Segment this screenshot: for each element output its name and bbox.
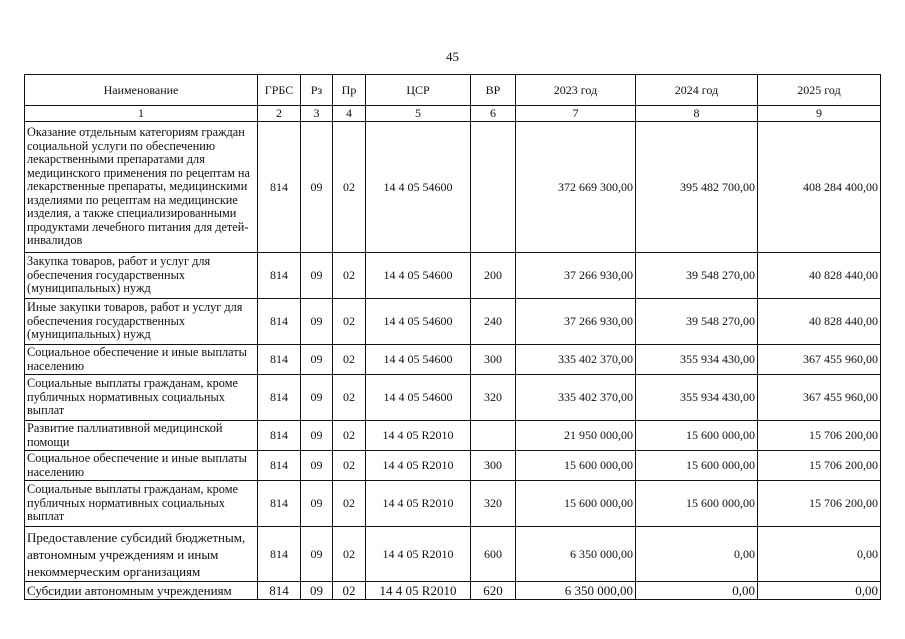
row-2024: 355 934 430,00 <box>636 345 758 375</box>
row-2023: 335 402 370,00 <box>516 345 636 375</box>
row-csr: 14 4 05 R2010 <box>366 582 471 600</box>
row-name: Иные закупки товаров, работ и услуг для обеспечения государственных (муниципальных) нужд <box>25 299 258 345</box>
row-2024: 15 600 000,00 <box>636 421 758 451</box>
row-2024: 355 934 430,00 <box>636 375 758 421</box>
header-2025: 2025 год <box>758 75 881 106</box>
row-2025: 15 706 200,00 <box>758 481 881 527</box>
row-rz: 09 <box>301 582 333 600</box>
row-csr: 14 4 05 54600 <box>366 253 471 299</box>
row-csr: 14 4 05 54600 <box>366 299 471 345</box>
row-pr: 02 <box>333 481 366 527</box>
table-row <box>25 122 881 253</box>
row-pr: 02 <box>333 345 366 375</box>
row-pr: 02 <box>333 122 366 253</box>
row-2024: 15 600 000,00 <box>636 481 758 527</box>
row-csr: 14 4 05 R2010 <box>366 527 471 582</box>
table-row <box>25 375 881 421</box>
row-csr: 14 4 05 54600 <box>366 122 471 253</box>
row-2023: 15 600 000,00 <box>516 481 636 527</box>
header-csr: ЦСР <box>366 75 471 106</box>
row-2025: 408 284 400,00 <box>758 122 881 253</box>
row-name: Закупка товаров, работ и услуг для обеспечения государственных (муниципальных) нужд <box>25 253 258 299</box>
row-vr: 300 <box>471 451 516 481</box>
row-2024: 0,00 <box>636 582 758 600</box>
column-number: 3 <box>301 106 333 122</box>
row-2024: 15 600 000,00 <box>636 451 758 481</box>
budget-table <box>24 74 881 600</box>
row-pr: 02 <box>333 582 366 600</box>
row-rz: 09 <box>301 345 333 375</box>
header-2023: 2023 год <box>516 75 636 106</box>
table-row <box>25 582 881 600</box>
row-grbs: 814 <box>258 527 301 582</box>
row-grbs: 814 <box>258 122 301 253</box>
row-2025: 15 706 200,00 <box>758 421 881 451</box>
row-vr: 240 <box>471 299 516 345</box>
row-2025: 40 828 440,00 <box>758 253 881 299</box>
header-2024: 2024 год <box>636 75 758 106</box>
row-grbs: 814 <box>258 481 301 527</box>
row-rz: 09 <box>301 481 333 527</box>
row-csr: 14 4 05 R2010 <box>366 421 471 451</box>
row-vr <box>471 421 516 451</box>
row-vr: 320 <box>471 481 516 527</box>
row-2023: 37 266 930,00 <box>516 299 636 345</box>
row-2023: 21 950 000,00 <box>516 421 636 451</box>
page-number: 45 <box>446 49 459 64</box>
row-rz: 09 <box>301 122 333 253</box>
row-2025: 0,00 <box>758 582 881 600</box>
header-pr: Пр <box>333 75 366 106</box>
table-row <box>25 299 881 345</box>
table-header-row <box>25 75 881 106</box>
row-2025: 0,00 <box>758 527 881 582</box>
row-vr: 600 <box>471 527 516 582</box>
row-pr: 02 <box>333 299 366 345</box>
header-rz: Рз <box>301 75 333 106</box>
row-grbs: 814 <box>258 253 301 299</box>
table-row <box>25 481 881 527</box>
row-name: Социальные выплаты гражданам, кроме публичных нормативных социальных выплат <box>25 481 258 527</box>
row-name: Оказание отдельным категориям граждан социальной услуги по обеспечению лекарственными препаратами для медицинского применения по рецептам на лекарственные препараты, медицинскими изделиями по рецептам на медицинские изделия, а также специализированными продуктами лечебного питания для детей-инвалидов <box>25 122 258 253</box>
column-number: 8 <box>636 106 758 122</box>
row-pr: 02 <box>333 375 366 421</box>
row-2024: 0,00 <box>636 527 758 582</box>
row-rz: 09 <box>301 299 333 345</box>
row-pr: 02 <box>333 253 366 299</box>
column-number: 1 <box>25 106 258 122</box>
row-rz: 09 <box>301 421 333 451</box>
row-name: Социальные выплаты гражданам, кроме публичных нормативных социальных выплат <box>25 375 258 421</box>
row-2025: 40 828 440,00 <box>758 299 881 345</box>
row-name: Предоставление субсидий бюджетным, автономным учреждениям и иным некоммерческим организациям <box>25 527 258 582</box>
row-grbs: 814 <box>258 582 301 600</box>
column-number: 2 <box>258 106 301 122</box>
row-name: Субсидии автономным учреждениям <box>25 582 258 600</box>
column-number: 9 <box>758 106 881 122</box>
row-2023: 6 350 000,00 <box>516 527 636 582</box>
column-number-row <box>25 106 881 122</box>
row-vr: 300 <box>471 345 516 375</box>
row-grbs: 814 <box>258 421 301 451</box>
column-number: 5 <box>366 106 471 122</box>
row-vr: 200 <box>471 253 516 299</box>
row-grbs: 814 <box>258 299 301 345</box>
row-2024: 395 482 700,00 <box>636 122 758 253</box>
row-name: Развитие паллиативной медицинской помощи <box>25 421 258 451</box>
row-grbs: 814 <box>258 345 301 375</box>
table-row <box>25 527 881 582</box>
header-vr: ВР <box>471 75 516 106</box>
row-grbs: 814 <box>258 451 301 481</box>
table-row <box>25 421 881 451</box>
row-2025: 367 455 960,00 <box>758 345 881 375</box>
row-pr: 02 <box>333 421 366 451</box>
header-grbs: ГРБС <box>258 75 301 106</box>
row-rz: 09 <box>301 375 333 421</box>
row-vr: 620 <box>471 582 516 600</box>
row-pr: 02 <box>333 451 366 481</box>
row-2024: 39 548 270,00 <box>636 299 758 345</box>
row-2023: 15 600 000,00 <box>516 451 636 481</box>
row-2024: 39 548 270,00 <box>636 253 758 299</box>
table-row <box>25 345 881 375</box>
row-vr: 320 <box>471 375 516 421</box>
row-2023: 6 350 000,00 <box>516 582 636 600</box>
row-2023: 372 669 300,00 <box>516 122 636 253</box>
row-grbs: 814 <box>258 375 301 421</box>
row-2025: 367 455 960,00 <box>758 375 881 421</box>
table-row <box>25 253 881 299</box>
row-rz: 09 <box>301 451 333 481</box>
table-row <box>25 451 881 481</box>
row-csr: 14 4 05 R2010 <box>366 481 471 527</box>
row-rz: 09 <box>301 253 333 299</box>
row-csr: 14 4 05 R2010 <box>366 451 471 481</box>
row-pr: 02 <box>333 527 366 582</box>
row-2023: 335 402 370,00 <box>516 375 636 421</box>
row-vr <box>471 122 516 253</box>
row-name: Социальное обеспечение и иные выплаты населению <box>25 451 258 481</box>
row-rz: 09 <box>301 527 333 582</box>
row-2023: 37 266 930,00 <box>516 253 636 299</box>
row-csr: 14 4 05 54600 <box>366 345 471 375</box>
row-2025: 15 706 200,00 <box>758 451 881 481</box>
column-number: 4 <box>333 106 366 122</box>
row-name: Социальное обеспечение и иные выплаты населению <box>25 345 258 375</box>
row-csr: 14 4 05 54600 <box>366 375 471 421</box>
header-name: Наименование <box>25 75 258 106</box>
column-number: 7 <box>516 106 636 122</box>
column-number: 6 <box>471 106 516 122</box>
